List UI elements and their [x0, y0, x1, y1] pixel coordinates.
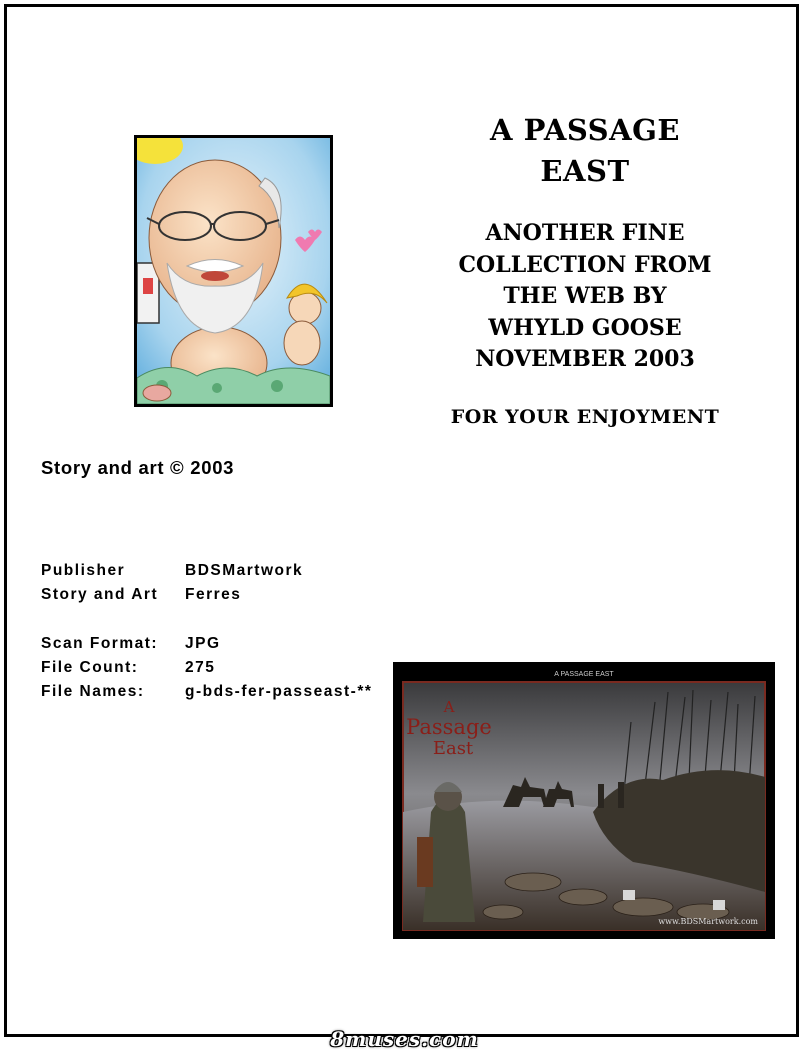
info-label: Scan Format:	[41, 635, 159, 652]
cover-title-line: East	[432, 738, 474, 759]
cover-url: www.BDSMartwork.com	[658, 917, 758, 926]
cover-title-line: Passage	[406, 715, 492, 739]
title-line: A PASSAGE	[490, 113, 680, 147]
book-title	[430, 110, 740, 192]
info-row-file-names	[41, 683, 372, 701]
title-line: EAST	[540, 154, 630, 188]
info-label: File Names:	[41, 683, 145, 700]
info-value: BDSMartwork	[185, 562, 304, 579]
title-block	[430, 110, 740, 428]
info-value: Ferres	[185, 586, 242, 603]
info-row-publisher	[41, 562, 303, 580]
cover-art-image	[393, 662, 775, 939]
cover-top-banner: A PASSAGE EAST	[554, 671, 614, 678]
info-row-scan-format	[41, 635, 221, 653]
info-row-story-art	[41, 586, 241, 604]
subtitle-line: WHYLD GOOSE	[488, 314, 682, 341]
copyright-notice: Story and art © 2003	[41, 457, 235, 478]
subtitle-line: ANOTHER FINE	[485, 220, 685, 246]
enjoyment-note: FOR YOUR ENJOYMENT	[450, 405, 720, 428]
info-label: Publisher	[41, 562, 126, 579]
info-value: 275	[185, 659, 216, 676]
subtitle-line: COLLECTION FROM	[458, 251, 712, 278]
watermark-logo: 8muses.com	[330, 1027, 479, 1051]
author-caricature-image	[134, 135, 333, 407]
collection-subtitle	[430, 218, 740, 376]
subtitle-line: THE WEB BY	[503, 283, 667, 309]
info-value: g-bds-fer-passeast-**	[185, 683, 373, 700]
subtitle-line: NOVEMBER 2003	[475, 346, 695, 372]
info-label: Story and Art	[41, 586, 159, 603]
info-row-file-count	[41, 659, 215, 677]
info-label: File Count:	[41, 659, 139, 676]
cover-title-line: A	[443, 698, 455, 716]
info-value: JPG	[185, 635, 221, 652]
